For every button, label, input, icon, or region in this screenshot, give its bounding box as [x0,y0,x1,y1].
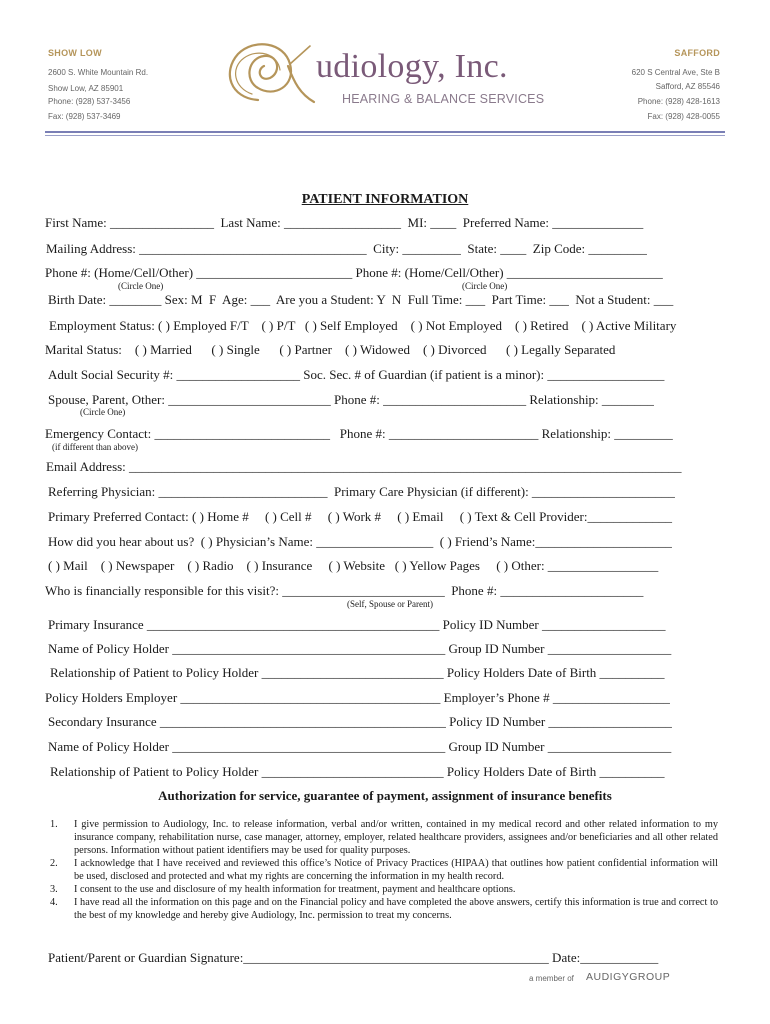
footer-brand-logo: AUDIGYGROUP [586,971,671,983]
authorization-list [50,818,718,922]
spouse-parent-line[interactable]: Spouse, Parent, Other: _________________________ Phone #: ______________________ Relationship: ________ [48,392,654,407]
social-security-line[interactable]: Adult Social Security #: ___________________ Soc. Sec. # of Guardian (if patient is a minor): __________________ [48,367,665,382]
signature-line[interactable]: Patient/Parent or Guardian Signature:_______________________________________________ Date:____________ [48,950,659,965]
primary-relationship-line[interactable]: Relationship of Patient to Policy Holder ____________________________ Policy Holders Date of Birth __________ [50,665,665,680]
emergency-contact-line[interactable]: Emergency Contact: ___________________________ Phone #: _______________________ Relationship: _________ [45,426,673,441]
authorization-item-3: 3. I consent to the use and disclosure of my health information for treatment, payment and healthcare options. [50,884,516,895]
secondary-insurance-line[interactable]: Secondary Insurance ____________________________________________ Policy ID Number ___________________ [48,714,672,729]
referring-physician-line[interactable]: Referring Physician: __________________________ Primary Care Physician (if different): ______________________ [48,484,675,499]
left-location-phone: Phone: (928) 537-3456 [48,97,131,106]
footer-member-text: a member of [529,974,574,983]
right-location-city: SAFFORD [674,48,720,58]
phone-line[interactable]: Phone #: (Home/Cell/Other) ________________________ Phone #: (Home/Cell/Other) ________________________ [45,265,663,280]
financial-note: (Self, Spouse or Parent) [347,599,433,609]
primary-policy-holder-line[interactable]: Name of Policy Holder __________________________________________ Group ID Number ___________________ [48,641,672,656]
primary-insurance-line[interactable]: Primary Insurance _____________________________________________ Policy ID Number ___________________ [48,617,666,632]
right-location-phone: Phone: (928) 428-1613 [637,97,720,106]
form-title: PATIENT INFORMATION [301,192,469,207]
birth-date-line[interactable]: Birth Date: ________ Sex: M F Age: ___ Are you a Student: Y N Full Time: ___ Part Time: ___ Not a Student: ___ [48,292,674,307]
employment-status-line[interactable]: Employment Status: ( ) Employed F/T ( ) P/T ( ) Self Employed ( ) Not Employed ( ) Retired ( ) Active Military [49,318,677,333]
preferred-contact-line[interactable]: Primary Preferred Contact: ( ) Home # ( ) Cell # ( ) Work # ( ) Email ( ) Text & Cell Provider:_____________ [48,509,672,524]
left-location-fax: Fax: (928) 537-3469 [48,112,121,121]
secondary-policy-holder-line[interactable]: Name of Policy Holder __________________________________________ Group ID Number ___________________ [48,739,672,754]
financial-responsibility-line[interactable]: Who is financially responsible for this visit?: _________________________ Phone #: ______________________ [45,583,644,598]
marital-status-line[interactable]: Marital Status: ( ) Married ( ) Single ( ) Partner ( ) Widowed ( ) Divorced ( ) Legally Separated [45,342,616,357]
header-divider [45,131,725,133]
authorization-item-1: 1. I give permission to Audiology, Inc. to release information, verbal and/or written, contained in my medical record and other related information to my insurance company, rehabilitation nurse, case manager, attorney, employer, related healthcare providers, assignees and/or beneficiaries and all other related persons. Information without patient identifiers may be used for quality purposes. [50,819,718,856]
authorization-item-2: 2. I acknowledge that I have received and reviewed this office’s Notice of Privacy Practices (HIPAA) that outlines how patient confidential information will be used, disclosed and protected and what my rights are concerning the information in my health record. [50,858,718,882]
right-location-fax: Fax: (928) 428-0055 [647,112,720,121]
name-line[interactable]: First Name: ________________ Last Name: __________________ MI: ____ Preferred Name: ______________ [45,215,644,230]
left-location-address: 2600 S. White Mountain Rd. [48,68,149,77]
logo-wordmark: udiology, Inc. [316,48,508,85]
left-location-city: SHOW LOW [48,48,102,58]
referral-source-line[interactable]: How did you hear about us? ( ) Physician’s Name: __________________ ( ) Friend’s Name:_____________________ [48,534,672,549]
mailing-address-line[interactable]: Mailing Address: ___________________________________ City: _________ State: ____ Zip Code: _________ [46,241,647,256]
right-location-city-line: Safford, AZ 85546 [655,82,720,91]
policy-holder-employer-line[interactable]: Policy Holders Employer ________________________________________ Employer’s Phone # __________________ [45,690,670,705]
secondary-relationship-line[interactable]: Relationship of Patient to Policy Holder ____________________________ Policy Holders Date of Birth __________ [50,764,665,779]
logo-tagline: HEARING & BALANCE SERVICES [342,92,545,106]
spouse-circle-one-note: (Circle One) [80,407,126,417]
phone2-circle-one-note: (Circle One) [462,281,508,291]
header-divider-thin [45,135,725,136]
referral-options-line[interactable]: ( ) Mail ( ) Newspaper ( ) Radio ( ) Insurance ( ) Website ( ) Yellow Pages ( ) Other: _________________ [48,558,659,573]
phone-circle-one-note: (Circle One) [118,281,164,291]
left-location-city-line: Show Low, AZ 85901 [48,84,124,93]
authorization-item-4: 4. I have read all the information on this page and on the Financial policy and have completed the above answers, certify this information is true and correct to the best of my knowledge and hereby give Audiology, Inc. permission to treat my concerns. [50,897,718,921]
right-location-address: 620 S Central Ave, Ste B [631,68,720,77]
emergency-note: (if different than above) [52,442,139,452]
company-logo [218,36,563,108]
email-line[interactable]: Email Address: _____________________________________________________________________________________ [46,459,682,474]
authorization-title: Authorization for service, guarantee of payment, assignment of insurance benefits [158,788,612,803]
